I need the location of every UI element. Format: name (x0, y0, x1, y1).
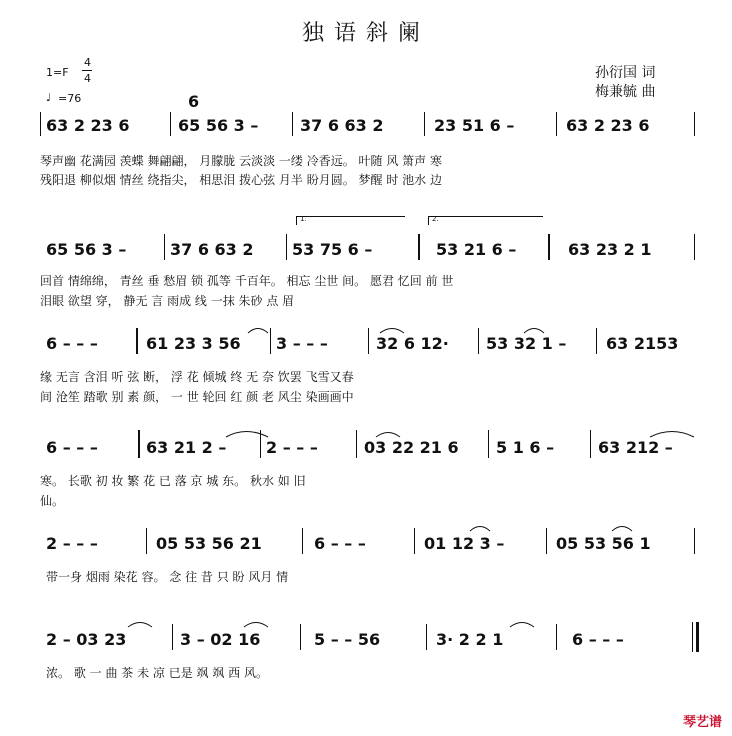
lyric-line: 间 沧笙 踏歌 别 素 颜， 一 世 轮回 红 颜 老 风尘 染画画中 (40, 390, 354, 404)
measure: 63 212 – (598, 438, 673, 457)
measure: 5 1 6 – (496, 438, 555, 457)
measure: 63 2 23 6 (46, 116, 130, 135)
measure: 53 21 6 – (436, 240, 517, 259)
measure: 2 – 03 23 (46, 630, 127, 649)
chord-marker: 6 (188, 92, 200, 111)
measure: 61 23 3 56 (146, 334, 241, 353)
composer-credit: 梅兼毓 曲 (595, 84, 656, 100)
measure: 63 2 23 6 (566, 116, 650, 135)
measure: 37 6 63 2 (300, 116, 384, 135)
measure: 3· 2 2 1 (436, 630, 504, 649)
measure: 3 – – – (276, 334, 328, 353)
measure: 6 – – – (572, 630, 624, 649)
lyric-line: 泪眼 欲望 穿， 静无 言 雨成 线 一抹 朱砂 点 眉 (40, 294, 295, 308)
volta-label-2: 2. (432, 215, 439, 223)
lyric-line: 残阳退 柳似烟 情丝 绕指尖， 相思泪 拨心弦 月半 盼月圆。 梦醒 时 池水 边 (40, 173, 442, 187)
time-signature-top: 4 (84, 56, 91, 69)
measure: 65 56 3 – (178, 116, 259, 135)
measure: 2 – – – (266, 438, 318, 457)
lyric-line: 带一身 烟雨 染花 容。 念 往 昔 只 盼 风月 情 (46, 570, 289, 584)
measure: 6 – – – (46, 438, 98, 457)
lyric-line: 琴声幽 花满园 羡蝶 舞翩翩， 月朦胧 云淡淡 一缕 冷香远。 叶随 风 箫声 寒 (40, 154, 442, 168)
measure: 53 75 6 – (292, 240, 373, 259)
lyric-line: 缘 无言 含泪 听 弦 断， 浮 花 倾城 终 无 奈 饮罢 飞雪又春 (40, 370, 354, 384)
measure: 03 22 21 6 (364, 438, 459, 457)
measure: 37 6 63 2 (170, 240, 254, 259)
measure: 2 – – – (46, 534, 98, 553)
measure: 53 32 1 – (486, 334, 567, 353)
time-signature-bottom: 4 (84, 72, 91, 85)
lyricist-credit: 孙衍国 词 (595, 65, 656, 81)
measure: 05 53 56 1 (556, 534, 651, 553)
key-signature: 1=F (46, 66, 69, 79)
measure: 3 – 02 16 (180, 630, 261, 649)
measure: 6 – – – (46, 334, 98, 353)
measure: 63 23 2 1 (568, 240, 652, 259)
measure: 63 21 2 – (146, 438, 227, 457)
measure: 65 56 3 – (46, 240, 127, 259)
measure: 23 51 6 – (434, 116, 515, 135)
lyric-line: 回首 情绵绵， 青丝 垂 愁眉 锁 孤等 千百年。 相忘 尘世 间。 愿君 忆回 前 世 (40, 274, 454, 288)
lyric-line: 寒。 长歌 初 妆 繁 花 已 落 京 城 东。 秋水 如 旧 (40, 474, 306, 488)
measure: 5 – – 56 (314, 630, 381, 649)
brand-logo: 琴艺谱 (682, 715, 722, 730)
measure: 01 12 3 – (424, 534, 505, 553)
lyric-line: 仙。 (40, 494, 65, 508)
lyric-line: 浓。 歌 一 曲 茶 未 凉 已是 飒 飒 西 风。 (46, 666, 268, 680)
measure: 05 53 56 21 (156, 534, 262, 553)
measure: 63 2153 (606, 334, 679, 353)
score-title: 独语斜阑 (301, 21, 430, 46)
measure: 32 6 12· (376, 334, 449, 353)
volta-label-1: 1. (300, 215, 307, 223)
measure: 6 – – – (314, 534, 366, 553)
tempo-mark: =76 (58, 92, 82, 105)
quarter-note-icon: ♩ (46, 91, 52, 104)
